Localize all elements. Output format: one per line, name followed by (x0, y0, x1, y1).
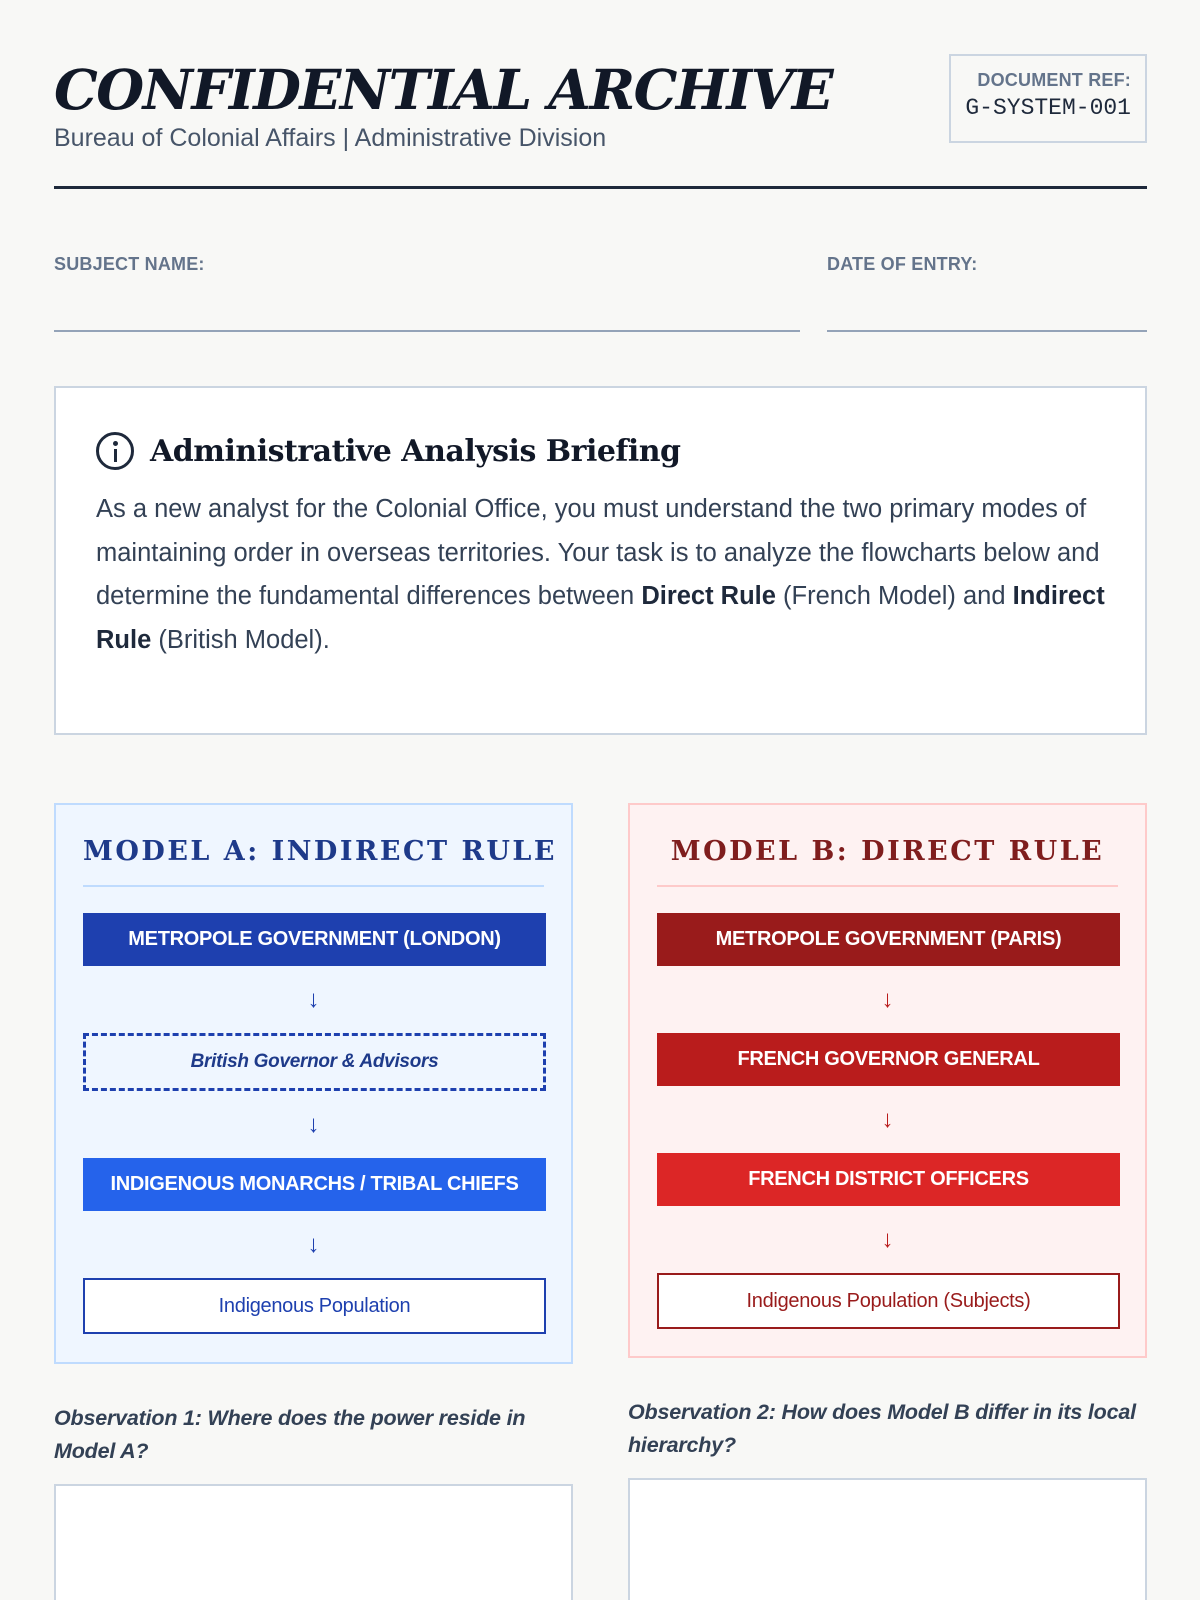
model-b-title: MODEL B: DIRECT RULE (657, 805, 1118, 887)
briefing-indirect-rule: Indirect Rule (96, 582, 1105, 654)
subject-name-line[interactable] (54, 330, 800, 332)
arrow-down-icon: ↓ (307, 1110, 320, 1138)
briefing-text (96, 488, 1105, 662)
observation-1 (54, 1402, 573, 1468)
observation-2-question: Observation 2: How does Model B differ in its local hierarchy? (628, 1400, 1136, 1457)
arrow-down-icon: ↓ (881, 985, 894, 1013)
model-b-node-metropole: METROPOLE GOVERNMENT (PARIS) (657, 913, 1120, 966)
briefing-panel (54, 386, 1147, 735)
briefing-direct-rule: Direct Rule (641, 582, 776, 610)
arrow-down-icon: ↓ (307, 1230, 320, 1258)
date-of-entry-field[interactable] (827, 254, 1147, 275)
info-icon (96, 432, 134, 470)
document-ref-value: G-SYSTEM-001 (965, 95, 1131, 121)
briefing-header (96, 426, 1105, 476)
header-divider (54, 186, 1147, 189)
document-ref-box (949, 54, 1147, 143)
observation-2 (628, 1396, 1147, 1462)
model-a-flowchart (54, 803, 573, 1364)
subject-name-label: SUBJECT NAME: (54, 254, 205, 274)
observation-1-question: Observation 1: Where does the power reside in Model A? (54, 1406, 526, 1463)
observation-2-answer-box[interactable] (628, 1478, 1147, 1600)
document-ref-label: DOCUMENT REF: (977, 70, 1131, 90)
model-a-node-metropole: METROPOLE GOVERNMENT (LONDON) (83, 913, 546, 966)
page-subtitle: Bureau of Colonial Affairs | Administrative Division (54, 124, 607, 152)
model-b-node-district-officers: FRENCH DISTRICT OFFICERS (657, 1153, 1120, 1206)
page-title: CONFIDENTIAL ARCHIVE (54, 57, 833, 122)
model-a-title: MODEL A: INDIRECT RULE (83, 805, 544, 887)
model-a-node-governor: British Governor & Advisors (83, 1033, 546, 1091)
arrow-down-icon: ↓ (881, 1225, 894, 1253)
model-a-node-population: Indigenous Population (83, 1278, 546, 1334)
observation-1-answer-box[interactable] (54, 1484, 573, 1600)
worksheet-page (54, 0, 1147, 1600)
model-b-node-governor-general: FRENCH GOVERNOR GENERAL (657, 1033, 1120, 1086)
model-b-flowchart (628, 803, 1147, 1358)
briefing-text-part: As a new analyst for the Colonial Office, you must understand the two primary modes of maintaining order in overseas territories. Your task is to analyze the flowcharts below and determine the fundamental differences between (96, 495, 1100, 610)
arrow-down-icon: ↓ (881, 1105, 894, 1133)
briefing-text-part: (British Model). (151, 625, 330, 654)
subject-name-field[interactable] (54, 254, 800, 275)
arrow-down-icon: ↓ (307, 985, 320, 1013)
briefing-title: Administrative Analysis Briefing (150, 433, 681, 469)
briefing-text-part: (French Model) and (775, 582, 1013, 610)
date-of-entry-line[interactable] (827, 330, 1147, 332)
model-b-node-population: Indigenous Population (Subjects) (657, 1273, 1120, 1329)
date-of-entry-label: DATE OF ENTRY: (827, 254, 978, 274)
model-a-node-chiefs: INDIGENOUS MONARCHS / TRIBAL CHIEFS (83, 1158, 546, 1211)
